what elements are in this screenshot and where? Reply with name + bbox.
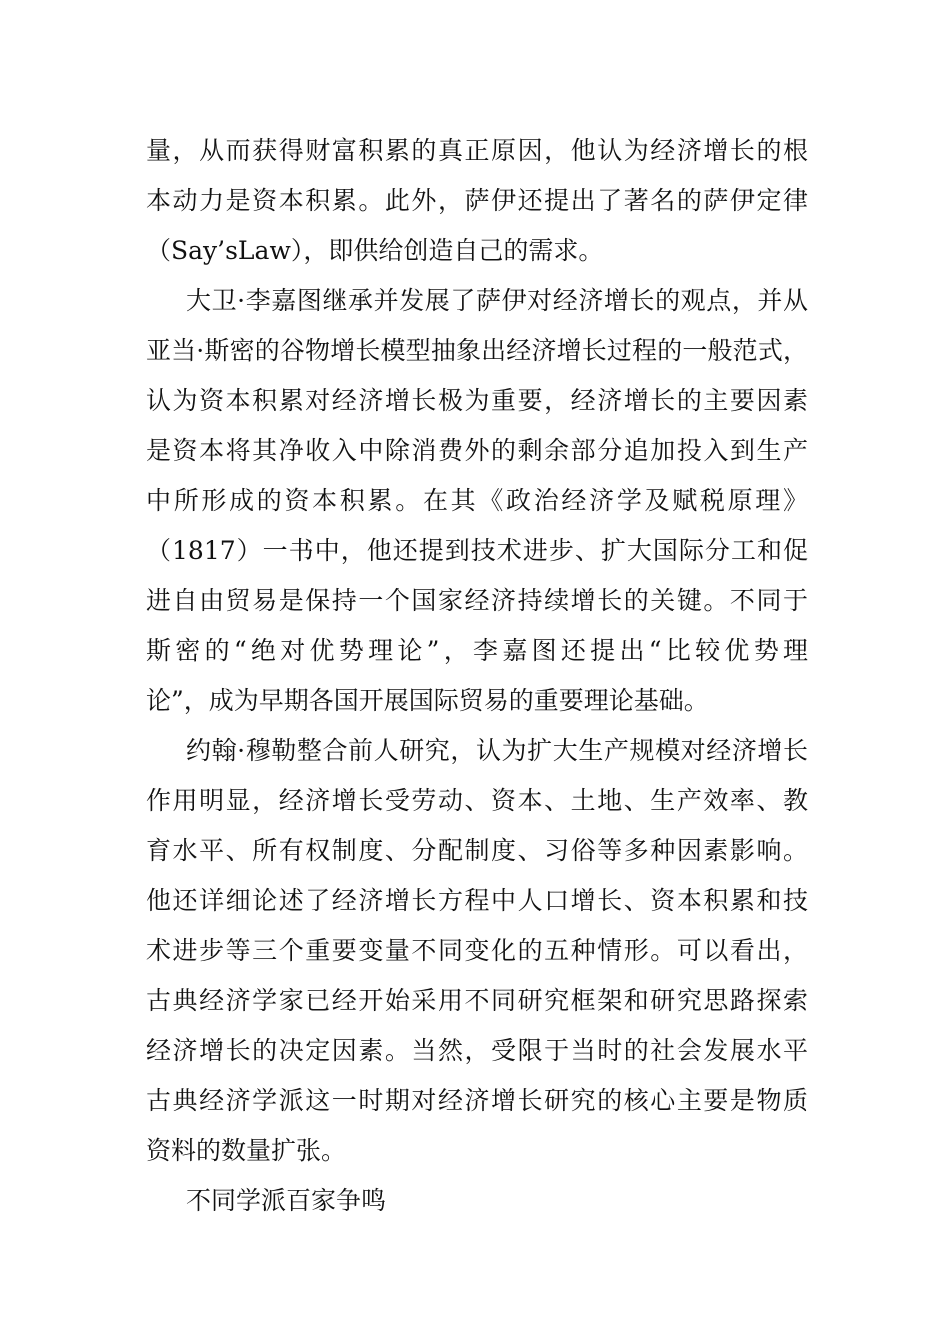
text-line: 育水平、所有权制度、分配制度、习俗等多种因素影响。 [146,836,808,865]
text-line: 斯密的“绝对优势理论”，李嘉图还提出“比较优势理 [146,636,808,665]
text-line: 古典经济学家已经开始采用不同研究框架和研究思路探索 [146,986,808,1015]
text-line: 亚当·斯密的谷物增长模型抽象出经济增长过程的一般范式， [146,336,808,365]
text-line: 资料的数量扩张。 [146,1136,347,1165]
text-line: 论”，成为早期各国开展国际贸易的重要理论基础。 [146,686,709,715]
text-line: （1817）一书中，他还提到技术进步、扩大国际分工和促 [146,536,808,565]
text-line: 认为资本积累对经济增长极为重要，经济增长的主要因素 [146,386,808,415]
document-body [146,126,808,1226]
text-line: 他还详细论述了经济增长方程中人口增长、资本积累和技 [146,886,808,915]
text-line: 作用明显，经济增长受劳动、资本、土地、生产效率、教 [146,786,808,815]
paragraph-start-line: 约翰·穆勒整合前人研究，认为扩大生产规模对经济增长 [186,736,808,765]
text-line: 古典经济学派这一时期对经济增长研究的核心主要是物质 [146,1086,808,1115]
text-line: 本动力是资本积累。此外，萨伊还提出了著名的萨伊定律 [146,186,808,215]
section-heading: 不同学派百家争鸣 [186,1186,387,1215]
text-line: 进自由贸易是保持一个国家经济持续增长的关键。不同于 [146,586,808,615]
text-line: 术进步等三个重要变量不同变化的五种情形。可以看出， [146,936,808,965]
text-line: 是资本将其净收入中除消费外的剩余部分追加投入到生产 [146,436,808,465]
text-line: （Say’sLaw），即供给创造自己的需求。 [146,236,604,265]
paragraph-start-line: 大卫·李嘉图继承并发展了萨伊对经济增长的观点，并从 [186,286,808,315]
text-line: 经济增长的决定因素。当然，受限于当时的社会发展水平 [146,1036,808,1065]
text-line: 量，从而获得财富积累的真正原因，他认为经济增长的根 [146,136,808,165]
text-line: 中所形成的资本积累。在其《政治经济学及赋税原理》 [146,486,808,515]
